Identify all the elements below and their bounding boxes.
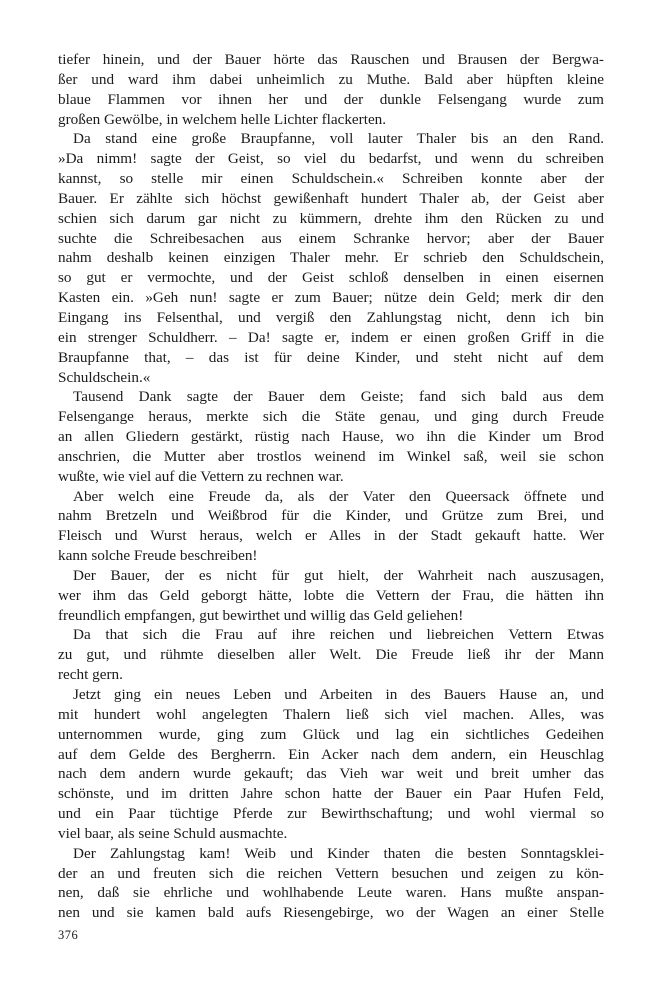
text-line: Aber welch eine Freude da, als der Vater den Queersack öffnete und bbox=[73, 487, 604, 505]
text-line: Schuldschein.« bbox=[58, 368, 151, 386]
text-line: nen und sie kamen bald aufs Riesengebirge, wo der Wagen an einer Stelle bbox=[58, 904, 604, 922]
text-line: der an und freuten sich die reichen Vettern besuchen und zeigen zu kön- bbox=[58, 864, 604, 882]
text-line: unternommen wurde, ging zum Glück und lag ein sichtliches Gedeihen bbox=[58, 725, 604, 743]
text-line: Fleisch und Wurst heraus, welch er Alles in der Stadt gekauft hatte. Wer bbox=[58, 527, 604, 545]
text-line: schönste, und im dritten Jahre schon hatte der Bauer ein Paar Hufen Feld, bbox=[58, 785, 604, 803]
text-line: an allen Gliedern gestärkt, rüstig nach Hause, wo ihn die Kinder um Brod bbox=[58, 428, 604, 446]
text-line: Der Bauer, der es nicht für gut hielt, der Wahrheit nach auszusagen, bbox=[73, 566, 604, 584]
text-line: nen, daß sie ehrliche und wohlhabende Leute waren. Hans mußte anspan- bbox=[58, 884, 604, 902]
text-line: nahm Bretzeln und Weißbrod für die Kinder, und Grütze zum Brei, und bbox=[58, 507, 604, 525]
text-block bbox=[58, 50, 604, 923]
text-line: »Da nimm! sagte der Geist, so viel du bedarfst, und wenn du schreiben bbox=[58, 150, 604, 168]
text-line: Der Zahlungstag kam! Weib und Kinder thaten die besten Sonntagsklei- bbox=[73, 844, 604, 862]
text-line: ßer und ward ihm dabei unheimlich zu Muthe. Bald aber hüpften kleine bbox=[58, 70, 604, 88]
text-line: suchte die Schreibesachen aus einem Schranke hervor; aber der Bauer bbox=[58, 229, 604, 247]
text-line: Tausend Dank sagte der Bauer dem Geiste; fand sich bald aus dem bbox=[73, 388, 604, 406]
text-line: nahm deshalb keinen einzigen Thaler mehr. Er schrieb den Schuldschein, bbox=[58, 249, 604, 267]
text-line: kann solche Freude beschreiben! bbox=[58, 547, 258, 565]
text-line: wer ihm das Geld geborgt hätte, lobte die Vettern der Frau, die hätten ihn bbox=[58, 586, 604, 604]
text-line: und ein Paar tüchtige Pferde zur Bewirthschaftung; und wohl viermal so bbox=[58, 805, 604, 823]
text-line: zu gut, und rühmte dieselben aller Welt. Die Freude ließ ihr der Mann bbox=[58, 646, 604, 664]
text-line: großen Gewölbe, in welchem helle Lichter flackerten. bbox=[58, 110, 387, 128]
text-line: blaue Flammen vor ihnen her und der dunkle Felsengang wurde zum bbox=[58, 90, 604, 108]
text-line: tiefer hinein, und der Bauer hörte das Rauschen und Brausen der Bergwa- bbox=[58, 51, 604, 68]
text-line: schien sich darum gar nicht zu kümmern, drehte ihm den Rücken zu und bbox=[58, 209, 604, 227]
text-line: auf dem Gelde des Bergherrn. Ein Acker nach dem andern, ein Heuschlag bbox=[58, 745, 604, 763]
text-line: anschrien, die Mutter aber trostlos weinend im Winkel saß, weil sie schon bbox=[58, 447, 604, 465]
text-line: mit hundert wohl angelegten Thalern ließ sich viel machen. Alles, was bbox=[58, 705, 604, 723]
text-line: Felsengange heraus, merkte sich die Stäte genau, und ging durch Freude bbox=[58, 408, 604, 426]
text-line: Bauer. Er zählte sich höchst gewißenhaft hundert Thaler ab, der Geist aber bbox=[58, 189, 604, 207]
text-line: Eingang ins Felsenthal, und vergiß den Zahlungstag nicht, denn ich bin bbox=[58, 308, 604, 326]
text-line: recht gern. bbox=[58, 666, 123, 684]
text-line: Braupfanne that, – das ist für deine Kinder, und steht nicht auf dem bbox=[58, 348, 604, 366]
text-line: nach dem andern wurde gekauft; das Vieh war weit und breit umher das bbox=[58, 765, 604, 783]
text-line: so gut er vermochte, und der Geist schloß denselben in einen eisernen bbox=[58, 269, 604, 287]
text-line: wußte, wie viel auf die Vettern zu rechnen war. bbox=[58, 467, 344, 485]
text-line: Da that sich die Frau auf ihre reichen und liebreichen Vettern Etwas bbox=[73, 626, 604, 644]
text-line: Jetzt ging ein neues Leben und Arbeiten in des Bauers Hause an, und bbox=[73, 686, 604, 703]
text-line: kannst, so stelle mir einen Schuldschein.« Schreiben konnte aber der bbox=[58, 170, 604, 188]
text-line: freundlich empfangen, gut bewirthet und willig das Geld geliehen! bbox=[58, 606, 464, 624]
text-line: Kasten ein. »Geh nun! sagte er zum Bauer; nütze dein Geld; merk dir den bbox=[58, 289, 604, 307]
text-line: viel baar, als seine Schuld ausmachte. bbox=[58, 824, 288, 842]
text-line: ein strenger Schuldherr. – Da! sagte er, indem er einen großen Griff in die bbox=[58, 328, 604, 346]
page-number: 376 bbox=[58, 928, 79, 942]
text-line: Da stand eine große Braupfanne, voll lauter Thaler bis an den Rand. bbox=[73, 130, 604, 148]
